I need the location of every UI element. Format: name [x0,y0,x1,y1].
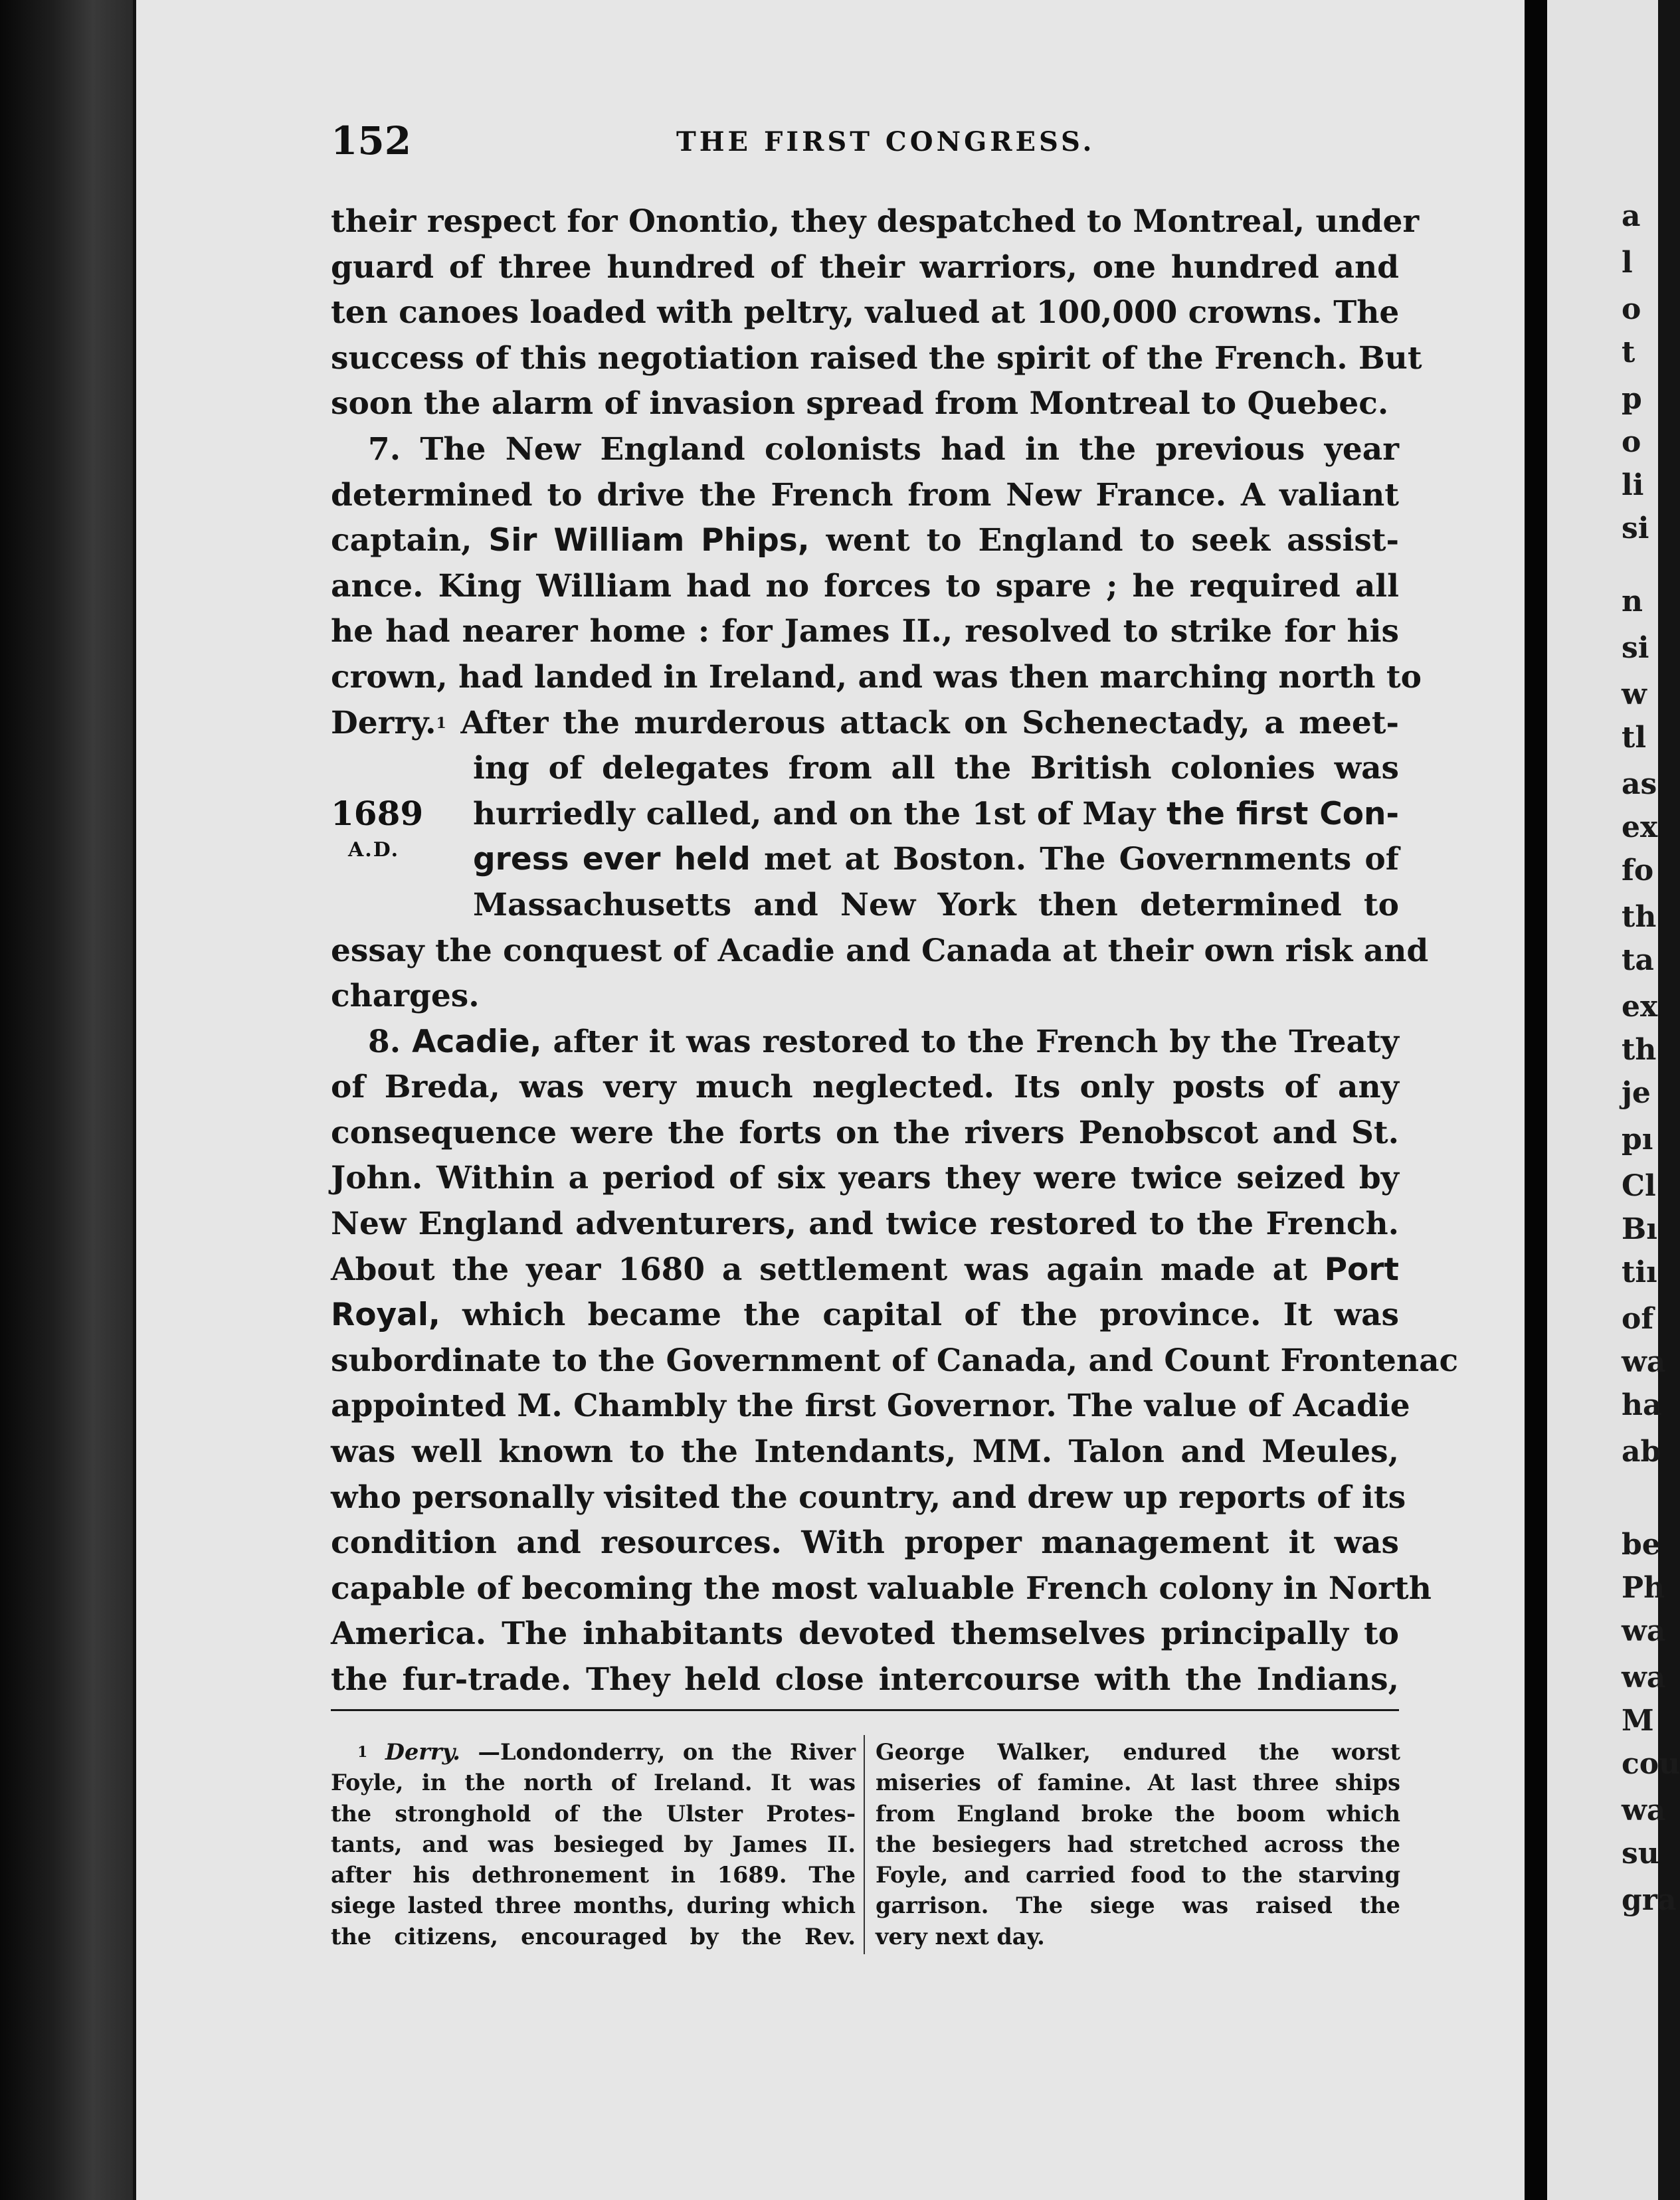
footnote-column-divider [864,1735,865,1954]
next-page-fragment: ex [1622,990,1658,1024]
text-line: he had nearer home : for James II., resolved to strike for his [331,613,1399,650]
text-line: was well known to the Intendants, MM. Talon and Meules, [331,1433,1399,1471]
footnote-line: Foyle, in the north of Ireland. It was [331,1770,856,1796]
next-page-fragment: a [1622,199,1641,233]
page-number: 152 [331,118,412,163]
next-page-fragment: fo [1622,854,1654,887]
footnote-column-right [876,1737,1400,1952]
next-page-fragment: tiı [1622,1255,1657,1289]
text-line: appointed M. Chambly the first Governor. The value of Acadie [331,1388,1410,1425]
text-line: ance. King William had no forces to spare ; he required all [331,567,1399,604]
next-page-fragment: ex [1622,810,1658,844]
next-page-fragment: M [1622,1704,1654,1738]
next-page-fragment: as [1622,767,1657,801]
footnote-line: $^1$ Derry. —Londonderry, on the River [357,1739,856,1765]
text-line: gress ever held met at Boston. The Governments of [473,841,1399,878]
text-line: ten canoes loaded with peltry, valued at 100,000 crowns. The [331,294,1400,331]
text-line: hurriedly called, and on the 1st of May the first Con- [473,795,1399,832]
footnote-line: very next day. [876,1923,1045,1950]
next-page-fragment: Bı [1622,1212,1657,1246]
next-page-fragment: of [1622,1302,1654,1336]
next-page-fragment: gra [1622,1883,1677,1917]
emphasis-phrase: the first Con- [1167,795,1399,832]
text-line: their respect for Onontio, they despatched to Montreal, under [331,203,1420,240]
text-line: ing of delegates from all the British colonies was [473,750,1399,787]
next-page-fragment: wa [1622,1614,1666,1648]
next-page-fragment: li [1622,468,1644,502]
book-spine-edge [0,0,133,2200]
text-line: About the year 1680 a settlement was again made at Port [331,1251,1399,1288]
next-page-fragment: ta [1622,943,1654,977]
text-line: of Breda, was very much neglected. Its only posts of any [331,1069,1399,1106]
footnote-line: after his dethronement in 1689. The [331,1862,856,1888]
next-page-fragment: Ph [1622,1571,1665,1605]
text-line: condition and resources. With proper management it was [331,1524,1399,1562]
footnote-line: the stronghold of the Ulster Protes- [331,1800,856,1827]
next-page-fragment: wa [1622,1661,1666,1695]
footnote-line: tants, and was besieged by James II. [331,1831,856,1857]
body-text [331,199,1459,1703]
running-title: THE FIRST CONGRESS. [676,126,1095,157]
footnote-rule [331,1709,1399,1711]
footnote-marker: 1 [436,714,446,732]
next-page-fragment: wa [1622,1345,1666,1379]
footnote-line: miseries of famine. At last three ships [876,1770,1400,1796]
next-page-fragment: je [1622,1076,1651,1110]
text-line: 7. The New England colonists had in the previous year [368,430,1399,468]
text-line: 8. Acadie, after it was restored to the French by the Treaty [368,1023,1399,1060]
next-page-fragment: l [1622,246,1633,280]
text-line: who personally visited the country, and drew up reports of its [331,1479,1406,1516]
next-page-fragment: o [1622,292,1641,326]
text-line: Massachusetts and New York then determined to [473,886,1399,923]
text-line: the fur-trade. They held close intercourse with the Indians, [331,1661,1399,1698]
margin-era: A.D. [348,838,400,862]
text-line: essay the conquest of Acadie and Canada at their own risk and [331,932,1429,969]
next-page-fragment: ha [1622,1388,1662,1422]
next-page-fragment: su [1622,1837,1659,1871]
text-line: crown, had landed in Ireland, and was then marching north to [331,658,1422,695]
text-line: John. Within a period of six years they were twice seized by [331,1160,1399,1197]
footnote-line: siege lasted three months, during which [331,1892,856,1919]
footnote-line: the citizens, encouraged by the Rev. [331,1923,856,1950]
text-line: Royal, which became the capital of the province. It was [331,1297,1399,1334]
text-line: New England adventurers, and twice restored to the French. [331,1206,1399,1243]
emphasis-name: Port [1324,1251,1399,1288]
next-page-edge [1547,0,1680,2200]
text-line: subordinate to the Government of Canada, and Count Frontenac [331,1342,1459,1379]
text-line: Derry.$^1$ After the murderous attack on Schenectady, a meet- [331,704,1399,741]
footnote-line: the besiegers had stretched across the [876,1831,1400,1857]
text-line: charges. [331,978,480,1015]
next-page-fragment: th [1622,1033,1657,1067]
emphasis-name: Acadie, [412,1023,542,1060]
text-line: consequence were the forts on the rivers Penobscot and St. [331,1114,1399,1151]
text-line: capable of becoming the most valuable French colony in North [331,1570,1432,1607]
next-page-fragment: Cl [1622,1169,1656,1203]
next-page-fragment: si [1622,631,1649,665]
next-page-fragment: th [1622,900,1657,934]
footnote-line: Foyle, and carried food to the starving [876,1862,1400,1888]
footnote-line: garrison. The siege was raised the [876,1892,1400,1919]
next-page-fragment: tl [1622,721,1647,755]
emphasis-name: Royal, [331,1297,440,1334]
footnote-line: from England broke the boom which [876,1800,1400,1827]
next-page-fragment: cou [1622,1747,1680,1781]
footnote-term: Derry. [385,1739,460,1765]
text-line: soon the alarm of invasion spread from Montreal to Quebec. [331,385,1389,422]
next-page-fragment: o [1622,425,1641,459]
text-line: success of this negotiation raised the spirit of the French. But [331,339,1422,377]
next-page-fragment: w [1622,678,1647,711]
text-line: guard of three hundred of their warriors, one hundred and [331,248,1399,286]
page-gutter [1525,0,1547,2200]
next-page-fragment: n [1622,585,1643,618]
emphasis-name: Sir William Phips, [488,522,810,559]
footnote-line: George Walker, endured the worst [876,1739,1400,1765]
next-page-fragment: ab [1622,1435,1661,1469]
next-page-fragment: be [1622,1528,1661,1562]
emphasis-phrase: gress ever held [473,841,751,878]
page-header [331,118,1399,171]
footnote-marker: 1 [357,1744,368,1761]
next-page-fragment: t [1622,335,1635,369]
text-line: captain, Sir William Phips, went to England to seek assist- [331,522,1400,559]
next-page-fragment: wa [1622,1793,1666,1827]
margin-year: 1689 [331,794,424,833]
text-line: determined to drive the French from New France. A valiant [331,476,1399,513]
text-line: America. The inhabitants devoted themselves principally to [331,1615,1399,1653]
next-page-fragment: pı [1622,1123,1653,1156]
footnote-column-left [331,1737,856,1952]
next-page-fragment: si [1622,511,1649,545]
next-page-fragment: p [1622,382,1642,416]
